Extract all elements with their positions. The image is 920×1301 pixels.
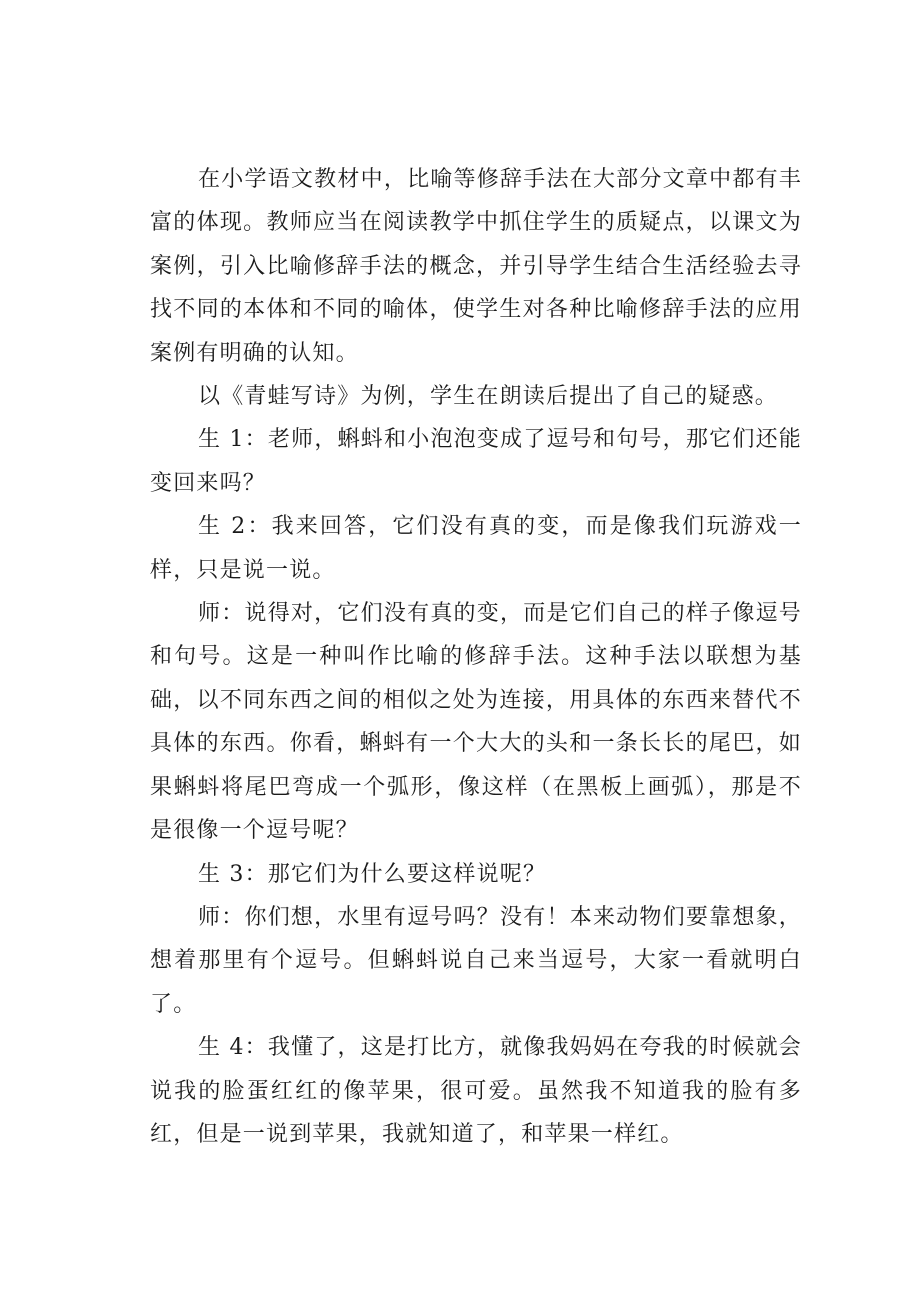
paragraph-student-1: 生 1：老师，蝌蚪和小泡泡变成了逗号和句号，那它们还能变回来吗？ <box>150 427 802 496</box>
paragraph-intro: 在小学语文教材中，比喻等修辞手法在大部分文章中都有丰富的体现。教师应当在阅读教学中抓住学生的质疑点，以课文为案例，引入比喻修辞手法的概念，并引导学生结合生活经验去寻找不同的本体和不同的喻体，使学生对各种比喻修辞手法的应用案例有明确的认知。 <box>150 167 802 366</box>
document-body <box>150 158 802 1156</box>
paragraph-student-3: 生 3：那它们为什么要这样说呢？ <box>198 861 547 887</box>
paragraph-student-4: 生 4：我懂了，这是打比方，就像我妈妈在夸我的时候就会说我的脸蛋红红的像苹果，很可爱。虽然我不知道我的脸有多红，但是一说到苹果，我就知道了，和苹果一样红。 <box>150 1035 802 1147</box>
paragraph-student-2: 生 2：我来回答，它们没有真的变，而是像我们玩游戏一样，只是说一说。 <box>150 514 802 583</box>
paragraph-teacher-2: 师：你们想，水里有逗号吗？没有！本来动物们要靠想象，想着那里有个逗号。但蝌蚪说自己来当逗号，大家一看就明白了。 <box>150 904 802 1017</box>
paragraph-teacher-1: 师：说得对，它们没有真的变，而是它们自己的样子像逗号和句号。这是一种叫作比喻的修辞手法。这种手法以联想为基础，以不同东西之间的相似之处为连接，用具体的东西来替代不具体的东西。你看，蝌蚪有一个大大的头和一条长长的尾巴，如果蝌蚪将尾巴弯成一个弧形，像这样（在黑板上画弧），那是不是很像一个逗号呢？ <box>150 601 802 844</box>
paragraph-example-intro: 以《青蛙写诗》为例，学生在朗读后提出了自己的疑惑。 <box>198 384 779 410</box>
